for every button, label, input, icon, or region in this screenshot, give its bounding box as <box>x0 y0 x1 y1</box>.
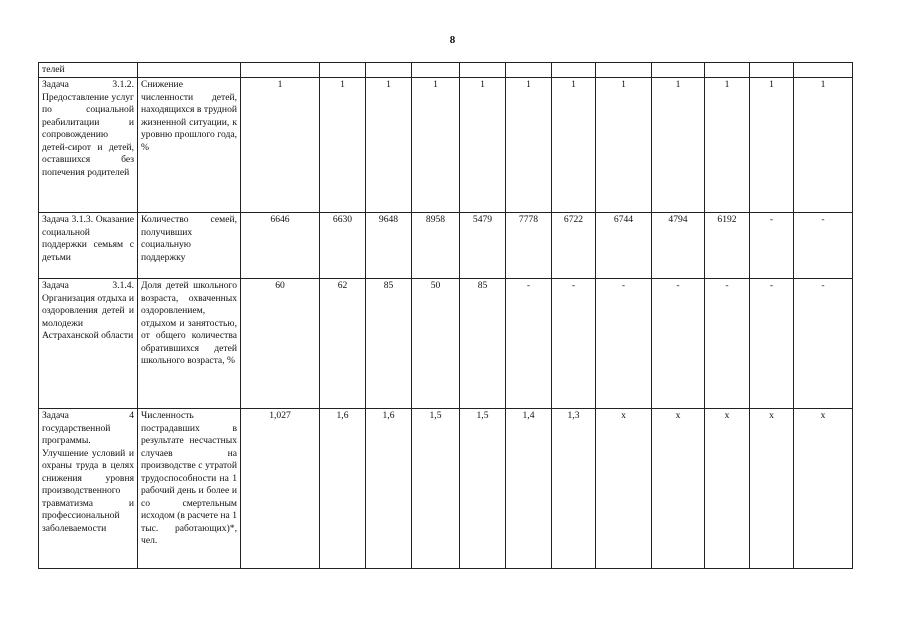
empty-cell <box>412 63 460 78</box>
empty-cell <box>320 63 366 78</box>
value-cell: 1,027 <box>241 409 320 569</box>
value-cell: x <box>596 409 652 569</box>
empty-cell <box>552 63 596 78</box>
value-cell: 62 <box>320 279 366 409</box>
value-cell: 1 <box>750 78 794 213</box>
value-cell: x <box>705 409 750 569</box>
empty-cell <box>750 63 794 78</box>
table-row <box>39 213 853 279</box>
task-cell: Задача 4 государственной программы. Улучшение условий и охраны труда в целях снижения уровня производственного травматизма и профессиональной заболеваемости <box>39 409 138 569</box>
indicator-table <box>38 62 853 569</box>
empty-cell <box>241 63 320 78</box>
table-row <box>39 78 853 213</box>
task-cell: телей <box>39 63 138 78</box>
value-cell: 1 <box>596 78 652 213</box>
value-cell: - <box>750 213 794 279</box>
value-cell: - <box>705 279 750 409</box>
value-cell: 1 <box>506 78 552 213</box>
value-cell: 1,5 <box>460 409 506 569</box>
value-cell: - <box>552 279 596 409</box>
value-cell: - <box>750 279 794 409</box>
indicator-cell: Снижение численности детей, находящихся в трудной жизненной ситуации, к уровню прошлого года, % <box>138 78 241 213</box>
value-cell: - <box>596 279 652 409</box>
indicator-cell: Численность пострадавших в результате несчастных случаев на производстве с утратой трудоспособности на 1 рабочий день и более и со смертельным исходом (в расчете на 1 тыс. работающих)*, чел. <box>138 409 241 569</box>
value-cell: 1 <box>460 78 506 213</box>
page-number: 8 <box>449 34 456 46</box>
task-cell: Задача 3.1.4. Организация отдыха и оздоровления детей и молодежи Астраханской области <box>39 279 138 409</box>
empty-cell <box>506 63 552 78</box>
value-cell: 6192 <box>705 213 750 279</box>
value-cell: x <box>750 409 794 569</box>
value-cell: 1 <box>412 78 460 213</box>
table-row <box>39 63 853 78</box>
value-cell: 1,6 <box>366 409 412 569</box>
value-cell: 1 <box>794 78 853 213</box>
value-cell: 4794 <box>652 213 705 279</box>
value-cell: 6744 <box>596 213 652 279</box>
indicator-cell: Количество семей, получивших социальную поддержку <box>138 213 241 279</box>
empty-cell <box>366 63 412 78</box>
empty-cell <box>138 63 241 78</box>
value-cell: 1,5 <box>412 409 460 569</box>
value-cell: 1 <box>552 78 596 213</box>
value-cell: 50 <box>412 279 460 409</box>
value-cell: 7778 <box>506 213 552 279</box>
value-cell: 8958 <box>412 213 460 279</box>
value-cell: - <box>794 213 853 279</box>
value-cell: 6646 <box>241 213 320 279</box>
value-cell: 60 <box>241 279 320 409</box>
empty-cell <box>794 63 853 78</box>
value-cell: 1,6 <box>320 409 366 569</box>
value-cell: - <box>794 279 853 409</box>
empty-cell <box>705 63 750 78</box>
value-cell: 1 <box>366 78 412 213</box>
indicator-cell: Доля детей школьного возраста, охваченных оздоровлением, отдыхом и занятостью, от общего количества обратившихся детей школьного возраста, % <box>138 279 241 409</box>
table-row <box>39 279 853 409</box>
value-cell: 1,3 <box>552 409 596 569</box>
value-cell: 1 <box>705 78 750 213</box>
value-cell: x <box>794 409 853 569</box>
value-cell: - <box>506 279 552 409</box>
value-cell: 5479 <box>460 213 506 279</box>
value-cell: 1 <box>652 78 705 213</box>
value-cell: 1 <box>320 78 366 213</box>
task-cell: Задача 3.1.2. Предоставление услуг по социальной реабилитации и сопровождению детей-сирот и детей, оставшихся без попечения родителей <box>39 78 138 213</box>
value-cell: 1,4 <box>506 409 552 569</box>
empty-cell <box>652 63 705 78</box>
value-cell: 1 <box>241 78 320 213</box>
value-cell: 6630 <box>320 213 366 279</box>
value-cell: 9648 <box>366 213 412 279</box>
empty-cell <box>596 63 652 78</box>
task-cell: Задача 3.1.3. Оказание социальной поддержки семьям с детьми <box>39 213 138 279</box>
value-cell: 85 <box>366 279 412 409</box>
value-cell: x <box>652 409 705 569</box>
value-cell: - <box>652 279 705 409</box>
table-row <box>39 409 853 569</box>
value-cell: 85 <box>460 279 506 409</box>
value-cell: 6722 <box>552 213 596 279</box>
empty-cell <box>460 63 506 78</box>
